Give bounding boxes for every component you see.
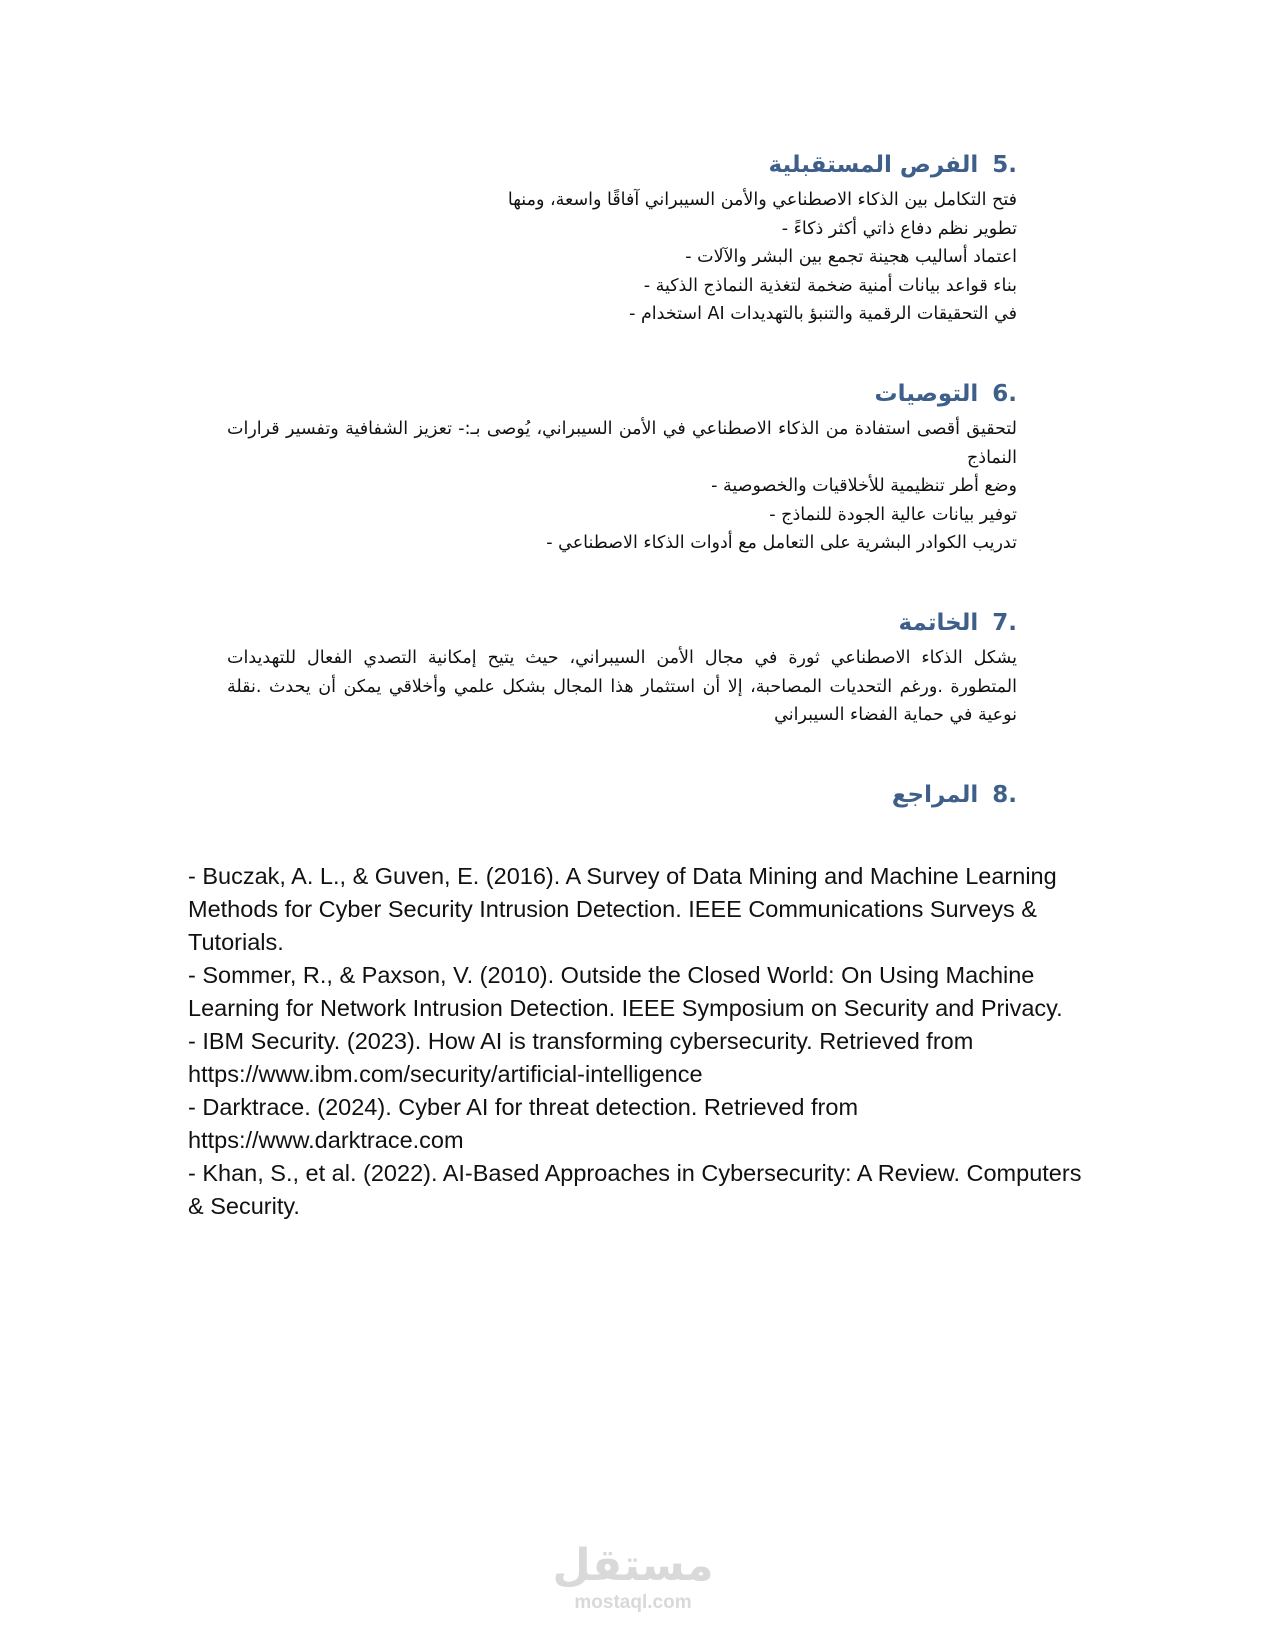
section-title: التوصيات bbox=[874, 381, 979, 407]
intro-line: فتح التكامل بين الذكاء الاصطناعي والأمن السيبراني آفاقًا واسعة، ومنها bbox=[507, 190, 1017, 210]
section-heading bbox=[227, 608, 1017, 638]
list-item: توفير بيانات عالية الجودة للنماذج - bbox=[769, 504, 1017, 525]
section-heading bbox=[417, 150, 1017, 180]
section-number: 8. bbox=[992, 782, 1017, 808]
list-item: تطوير نظم دفاع ذاتي أكثر ذكاءً - bbox=[781, 218, 1017, 239]
reference-item: - Khan, S., et al. (2022). AI-Based Approaches in Cybersecurity: A Review. Computers & Security. bbox=[188, 1160, 1082, 1219]
section-conclusion bbox=[227, 608, 1017, 730]
section-number: 6. bbox=[992, 381, 1017, 407]
reference-item: - Sommer, R., & Paxson, V. (2010). Outside the Closed World: On Using Machine Learning for Network Intrusion Detection. IEEE Symposium on Security and Privacy. bbox=[188, 962, 1063, 1021]
section-title: الخاتمة bbox=[898, 610, 979, 636]
list-item: وضع أطر تنظيمية للأخلاقيات والخصوصية - bbox=[711, 476, 1017, 496]
section-number: 7. bbox=[992, 610, 1017, 636]
watermark-arabic: مستقل bbox=[552, 1540, 714, 1591]
list-item: في التحقيقات الرقمية والتنبؤ بالتهديدات AI استخدام - bbox=[629, 304, 1017, 324]
intro-paragraph: لتحقيق أقصى استفادة من الذكاء الاصطناعي في الأمن السيبراني، يُوصى بـ:- تعزيز الشفافية وتفسير قرارات النماذج bbox=[227, 419, 1017, 468]
watermark-latin: mostaql.com bbox=[574, 1592, 692, 1613]
reference-item: - Buczak, A. L., & Guven, E. (2016). A Survey of Data Mining and Machine Learning Methods for Cyber Security Intrusion Detection. IEEE Communications Surveys & Tutorials. bbox=[188, 863, 1057, 955]
list-item: تدريب الكوادر البشرية على التعامل مع أدوات الذكاء الاصطناعي - bbox=[546, 533, 1017, 553]
section-title: المراجع bbox=[891, 782, 979, 808]
section-future-opportunities bbox=[417, 150, 1017, 329]
section-references bbox=[717, 780, 1017, 816]
section-heading bbox=[227, 379, 1017, 409]
section-heading bbox=[717, 780, 1017, 810]
references-list bbox=[188, 860, 1088, 1223]
reference-item: - Darktrace. (2024). Cyber AI for threat detection. Retrieved from https://www.darktrace.com bbox=[188, 1094, 859, 1153]
section-number: 5. bbox=[992, 152, 1017, 178]
section-recommendations bbox=[227, 379, 1017, 558]
section-title: الفرص المستقبلية bbox=[768, 152, 979, 178]
list-item: اعتماد أساليب هجينة تجمع بين البشر والآلات - bbox=[685, 247, 1017, 267]
list-item: بناء قواعد بيانات أمنية ضخمة لتغذية النماذج الذكية - bbox=[643, 275, 1017, 296]
reference-item: - IBM Security. (2023). How AI is transforming cybersecurity. Retrieved from https://www.ibm.com/security/artificial-intelligence bbox=[188, 1028, 974, 1087]
conclusion-paragraph: يشكل الذكاء الاصطناعي ثورة في مجال الأمن السيبراني، حيث يتيح إمكانية التصدي الفعال للتهديدات المتطورة .ورغم التحديات المصاحبة، إلا أن استثمار هذا المجال بشكل علمي وأخلاقي يمكن أن يحدث .نقلة نوعية في حماية الفضاء السيبراني bbox=[227, 648, 1017, 725]
mostaql-watermark-logo bbox=[548, 1540, 718, 1614]
